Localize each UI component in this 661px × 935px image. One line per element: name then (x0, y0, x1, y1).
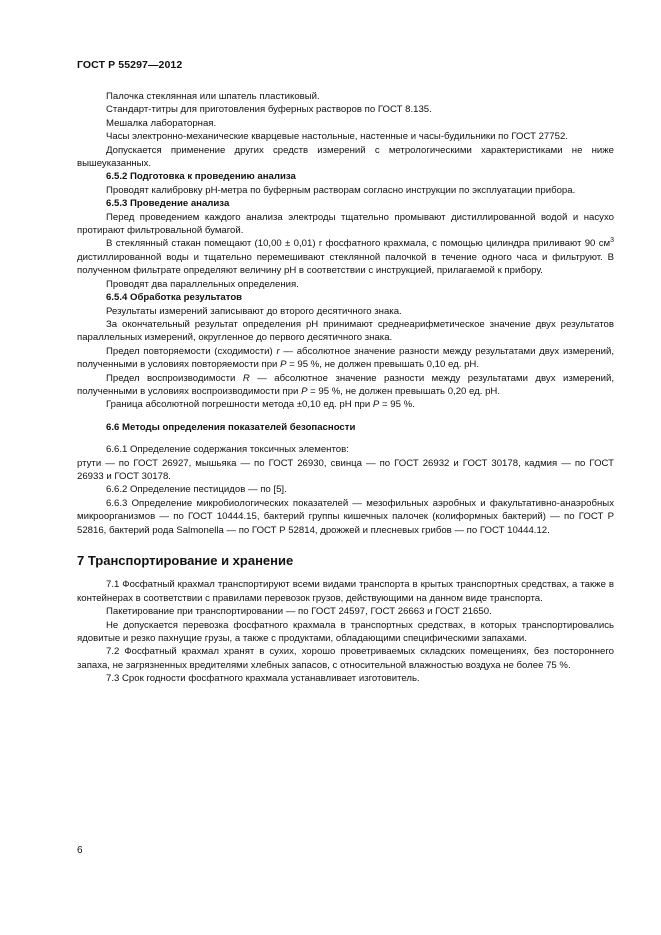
paragraph: 7.1 Фосфатный крахмал транспортируют всеми видами транспорта в крытых транспортных средствах, а также в контейнерах в соответствии с правилами перевозок грузов, действующими на данном виде транспорта. (77, 579, 614, 604)
paragraph: 7.2 Фосфатный крахмал хранят в сухих, хорошо проветриваемых складских помещениях, без постороннего запаха, не загрязненных вредителями хлебных запасов, с относительной влажностью воздуха не более 75 %. (77, 646, 614, 671)
paragraph: Проводят калибровку pH-метра по буферным растворам согласно инструкции по эксплуатации прибора. (106, 184, 576, 196)
text-run: = 95 %. (379, 399, 415, 411)
paragraph (77, 345, 614, 372)
text-run: — абсолютное значение разности между результатами двух измерений, полученными в условиях воспроизводимости при (77, 372, 614, 397)
page-content (77, 90, 614, 686)
paragraph (77, 237, 614, 277)
section-heading-6-5-2: 6.5.2 Подготовка к проведению анализа (106, 171, 296, 183)
superscript: 3 (610, 237, 614, 245)
page-number: 6 (77, 845, 83, 856)
paragraph (77, 372, 614, 399)
paragraph: 6.6.2 Определение пестицидов — по [5]. (106, 484, 287, 496)
chapter-heading-7: 7 Транспортирование и хранение (77, 553, 294, 568)
text-run: Граница абсолютной погрешности метода ±0,10 ед. pH при (106, 399, 373, 411)
paragraph: Пакетирование при транспортировании — по ГОСТ 24597, ГОСТ 26663 и ГОСТ 21650. (106, 606, 492, 618)
paragraph: 6.6.1 Определение содержания токсичных элементов: (106, 444, 349, 456)
equipment-item: Допускается применение других средств измерений с метрологическими характеристиками не ниже вышеуказанных. (77, 144, 614, 170)
paragraph: Проводят два параллельных определения. (106, 278, 299, 290)
paragraph: ртути — по ГОСТ 26927, мышьяка — по ГОСТ 26930, свинца — по ГОСТ 26932 и ГОСТ 30178, кадмия — по ГОСТ 26933 и ГОСТ 30178. (77, 457, 614, 482)
paragraph: Результаты измерений записывают до второго десятичного знака. (106, 305, 402, 317)
paragraph: 6.6.3 Определение микробиологических показателей — мезофильных аэробных и факультативно-анаэробных микроорганизмов — по ГОСТ 10444.15, бактерий группы кишечных палочек (колиформных бактерий) — по ГОСТ Р 52816, бактерий рода Salmonella — по ГОСТ Р 52814, дрожжей и плесневых грибов — по ГОСТ 10444.12. (77, 497, 614, 536)
equipment-item: Стандарт-титры для приготовления буферных растворов по ГОСТ 8.135. (106, 104, 432, 116)
standard-header: ГОСТ Р 55297—2012 (77, 59, 183, 71)
paragraph: Перед проведением каждого анализа электроды тщательно промывают дистиллированной водой и насухо протирают фильтровальной бумагой. (77, 211, 614, 237)
equipment-item: Часы электронно-механические кварцевые настольные, настенные и часы-будильники по ГОСТ 27752. (106, 131, 568, 143)
text-run: — абсолютное значение разности между результатами двух измерений, полученными в условиях повторяемости при (77, 345, 614, 371)
italic-symbol: P (301, 385, 308, 397)
equipment-item: Палочка стеклянная или шпатель пластиковый. (106, 91, 320, 102)
italic-symbol: R (242, 372, 250, 384)
section-heading-6-6: 6.6 Методы определения показателей безопасности (106, 421, 356, 433)
text-run: Предел повторяемости (сходимости) (106, 345, 277, 357)
italic-symbol: P (372, 399, 380, 411)
text-run: = 95 %, не должен превышать 0,20 ед. pH. (307, 385, 501, 397)
paragraph (77, 398, 614, 411)
section-heading-6-5-3: 6.5.3 Проведение анализа (106, 198, 230, 210)
equipment-item: Мешалка лабораторная. (106, 117, 217, 129)
text-run: дистиллированной воды и тщательно перемешивают стеклянной палочкой в течение одного часа и фильтруют. В полученном фильтрате определяют величину pH в соответствии с инструкцией, прилагаемой к прибору. (77, 251, 614, 277)
paragraph: Не допускается перевозка фосфатного крахмала в транспортных средствах, в которых транспортировались ядовитые и резко пахнущие грузы, а также с продуктами, обладающими специфическими запахами. (77, 619, 614, 645)
paragraph: За окончательный результат определения pH принимают среднеарифметическое значение двух результатов параллельных измерений, округленное до первого десятичного знака. (77, 318, 614, 344)
text-run: В стеклянный стакан помещают (10,00 ± 0,01) г фосфатного крахмала, с помощью цилиндра приливают 90 см (106, 238, 611, 250)
paragraph: 7.3 Срок годности фосфатного крахмала устанавливает изготовитель. (106, 673, 420, 685)
section-heading-6-5-4: 6.5.4 Обработка результатов (106, 292, 243, 304)
text-run: Предел воспроизводимости (106, 372, 243, 384)
italic-symbol: P (280, 359, 287, 371)
italic-symbol: r (276, 345, 280, 357)
text-run: = 95 %, не должен превышать 0,10 ед. pH. (286, 359, 479, 371)
